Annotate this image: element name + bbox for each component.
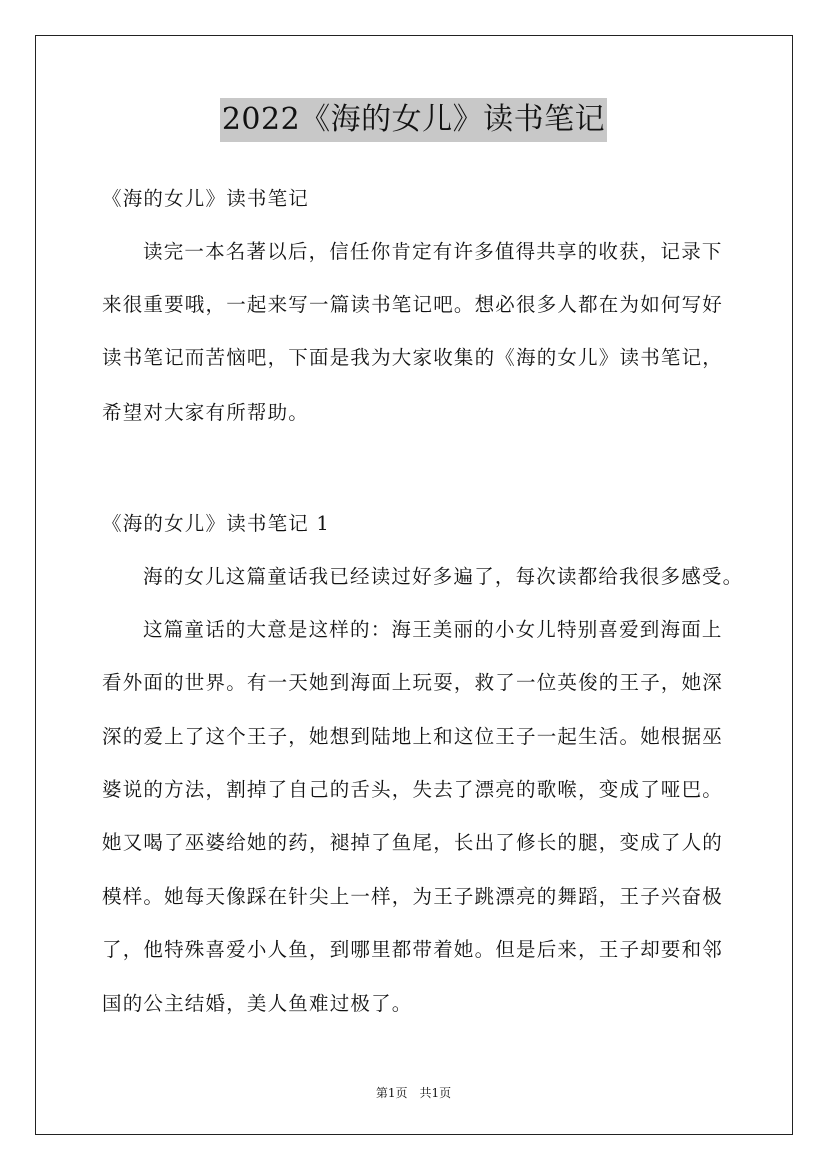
intro-line: 来很重要哦，一起来写一篇读书笔记吧。想必很多人都在为如何写好 (102, 293, 724, 316)
body-line: 了，他特殊喜爱小人鱼，到哪里都带着她。但是后来，王子却要和邻 (102, 938, 724, 961)
section-heading: 《海的女儿》读书笔记 1 (102, 512, 331, 535)
body-line: 模样。她每天像踩在针尖上一样，为王子跳漂亮的舞蹈，王子兴奋极 (102, 885, 724, 908)
page-footer: 第1页 共1页 (375, 1086, 452, 1100)
document-subtitle: 《海的女儿》读书笔记 (102, 187, 310, 210)
body-line: 深的爱上了这个王子，她想到陆地上和这位王子一起生活。她根据巫 (102, 725, 724, 748)
body-line: 海的女儿这篇童话我已经读过好多遍了，每次读都给我很多感受。 (143, 565, 744, 588)
body-line: 这篇童话的大意是这样的：海王美丽的小女儿特别喜爱到海面上 (143, 618, 723, 641)
intro-line: 希望对大家有所帮助。 (102, 401, 310, 424)
body-line: 看外面的世界。有一天她到海面上玩耍，救了一位英俊的王子，她深 (102, 671, 724, 694)
intro-line: 读完一本名著以后，信任你肯定有许多值得共享的收获，记录下 (143, 240, 723, 263)
body-line: 她又喝了巫婆给她的药，褪掉了鱼尾，长出了修长的腿，变成了人的 (102, 831, 724, 854)
intro-line: 读书笔记而苦恼吧，下面是我为大家收集的《海的女儿》读书笔记， (102, 346, 724, 369)
body-line: 婆说的方法，割掉了自己的舌头，失去了漂亮的歌喉，变成了哑巴。 (102, 778, 724, 801)
body-line: 国的公主结婚，美人鱼难过极了。 (102, 992, 413, 1015)
document-title: 2022《海的女儿》读书笔记 (220, 98, 607, 142)
title-container (0, 98, 827, 142)
